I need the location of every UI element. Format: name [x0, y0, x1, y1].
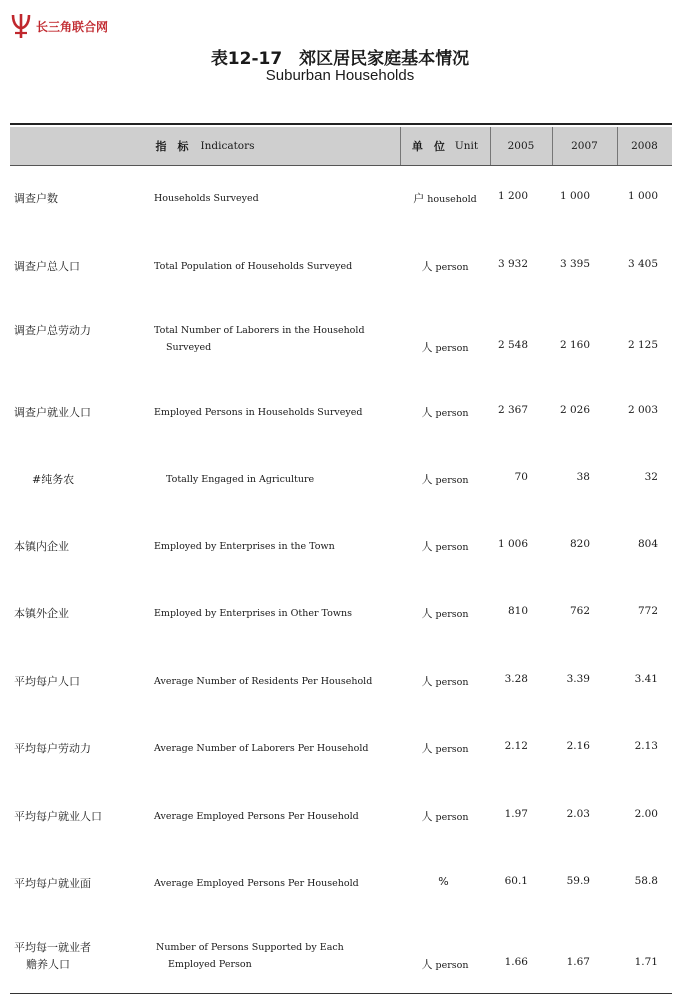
- unit-en: person: [435, 812, 469, 823]
- table-header: [10, 127, 672, 166]
- row-label-en: Average Number of Residents Per Household: [154, 676, 373, 687]
- value-2005: 1.66: [504, 956, 528, 968]
- row-label-cn: #纯务农: [32, 473, 75, 486]
- unit-cn: %: [438, 875, 449, 888]
- header-unit: [400, 127, 490, 165]
- value-2007: 1 000: [559, 190, 590, 202]
- row-label-en: Employed by Enterprises in the Town: [154, 541, 335, 552]
- unit-cn: 人: [421, 607, 433, 620]
- row-unit: [400, 471, 490, 487]
- unit-cn: 人: [421, 810, 433, 823]
- value-2007: 3.39: [566, 673, 590, 685]
- header-unit-cn: 单 位: [411, 140, 445, 153]
- table-bottom-rule: [10, 993, 672, 994]
- value-2007: 2 026: [559, 404, 590, 416]
- unit-cn: 人: [421, 742, 433, 755]
- header-indicator-cn: 指 标: [155, 140, 189, 153]
- value-2005: 3.28: [504, 673, 528, 685]
- value-2008: 772: [637, 605, 658, 617]
- row-label-en: Totally Engaged in Agriculture: [166, 474, 315, 485]
- unit-en: person: [435, 744, 469, 755]
- unit-cn: 人: [421, 958, 433, 971]
- value-2007: 820: [569, 538, 590, 550]
- value-2005: 2 367: [497, 404, 528, 416]
- unit-en: person: [435, 343, 469, 354]
- unit-en: person: [435, 960, 469, 971]
- row-unit: [400, 339, 490, 355]
- unit-en: person: [435, 475, 469, 486]
- unit-cn: 人: [421, 260, 433, 273]
- value-2007: 38: [576, 471, 590, 483]
- value-2008: 804: [637, 538, 658, 550]
- value-2005: 1 006: [497, 538, 528, 550]
- unit-cn: 户: [413, 192, 425, 205]
- row-label-cn: 平均每户劳动力: [14, 742, 91, 755]
- logo-mark-icon: [10, 12, 32, 40]
- row-unit: [400, 673, 490, 689]
- value-2005: 1.97: [504, 808, 528, 820]
- value-2008: 1.71: [634, 956, 658, 968]
- row-unit: [400, 956, 490, 972]
- unit-cn: 人: [421, 675, 433, 688]
- unit-en: person: [435, 677, 469, 688]
- value-2007: 3 395: [559, 258, 590, 270]
- row-label-cn: 平均每户人口: [14, 675, 80, 688]
- value-2005: 60.1: [504, 875, 528, 887]
- table-title-en: Suburban Households: [265, 67, 415, 84]
- row-label-en: Average Number of Laborers Per Household: [154, 743, 369, 754]
- value-2008: 32: [644, 471, 658, 483]
- row-label-cn: 本镇外企业: [14, 607, 69, 620]
- value-2008: 2 003: [627, 404, 658, 416]
- row-label-en: Employed Persons in Households Surveyed: [154, 407, 363, 418]
- row-label-cn: 调查户总人口: [14, 260, 80, 273]
- value-2007: 1.67: [566, 956, 590, 968]
- value-2007: 762: [569, 605, 590, 617]
- row-unit: [400, 740, 490, 756]
- row-unit: [400, 404, 490, 420]
- row-label-en: Households Surveyed: [154, 193, 259, 204]
- table-title-cn: 表12-17 郊区居民家庭基本情况: [210, 49, 470, 69]
- row-label-en: Employed by Enterprises in Other Towns: [154, 608, 352, 619]
- value-2007: 2.16: [566, 740, 590, 752]
- row-label-cn: 平均每一就业者: [14, 941, 91, 954]
- logo-text: 长三角联合网: [36, 19, 109, 34]
- unit-cn: 人: [421, 473, 433, 486]
- unit-en: household: [427, 194, 477, 205]
- header-indicator-en: Indicators: [200, 140, 255, 152]
- value-2008: 3 405: [627, 258, 658, 270]
- unit-en: person: [435, 262, 469, 273]
- row-label-en-cont: Employed Person: [168, 959, 252, 970]
- table-top-rule: [10, 123, 672, 125]
- value-2007: 59.9: [566, 875, 590, 887]
- row-unit: [400, 808, 490, 824]
- row-label-en: Average Employed Persons Per Household: [154, 811, 359, 822]
- row-label-cn-cont: 赡养人口: [26, 958, 70, 971]
- value-2005: 1 200: [497, 190, 528, 202]
- row-label-en: Number of Persons Supported by Each: [156, 942, 344, 953]
- row-unit: [400, 875, 490, 888]
- row-unit: [400, 190, 490, 206]
- value-2007: 2.03: [566, 808, 590, 820]
- row-label-cn: 平均每户就业面: [14, 877, 91, 890]
- row-label-cn: 调查户数: [14, 192, 58, 205]
- row-unit: [400, 605, 490, 621]
- unit-en: person: [435, 609, 469, 620]
- row-unit: [400, 538, 490, 554]
- value-2008: 2 125: [627, 339, 658, 351]
- unit-cn: 人: [421, 406, 433, 419]
- row-label-en: Total Number of Laborers in the Household: [154, 325, 365, 336]
- row-unit: [400, 258, 490, 274]
- header-year: 2005: [507, 140, 535, 152]
- unit-cn: 人: [421, 341, 433, 354]
- value-2008: 1 000: [627, 190, 658, 202]
- row-label-cn: 本镇内企业: [14, 540, 69, 553]
- site-logo: [10, 12, 108, 40]
- unit-en: person: [435, 542, 469, 553]
- value-2008: 2.13: [634, 740, 658, 752]
- header-unit-en: Unit: [454, 140, 479, 152]
- row-label-en: Average Employed Persons Per Household: [154, 878, 359, 889]
- row-label-cn: 平均每户就业人口: [14, 810, 102, 823]
- row-label-en-cont: Surveyed: [166, 342, 212, 353]
- value-2005: 810: [507, 605, 528, 617]
- value-2005: 70: [514, 471, 528, 483]
- header-year: 2008: [631, 140, 658, 152]
- value-2005: 3 932: [497, 258, 528, 270]
- row-label-en: Total Population of Households Surveyed: [154, 261, 353, 272]
- value-2008: 3.41: [634, 673, 658, 685]
- row-label-cn: 调查户就业人口: [14, 406, 91, 419]
- value-2008: 58.8: [634, 875, 658, 887]
- value-2008: 2.00: [634, 808, 658, 820]
- value-2005: 2 548: [497, 339, 528, 351]
- header-year: 2007: [571, 140, 598, 152]
- row-label-cn: 调查户总劳动力: [14, 324, 91, 337]
- value-2007: 2 160: [559, 339, 590, 351]
- header-indicator: [10, 127, 400, 165]
- unit-cn: 人: [421, 540, 433, 553]
- value-2005: 2.12: [504, 740, 528, 752]
- unit-en: person: [435, 408, 469, 419]
